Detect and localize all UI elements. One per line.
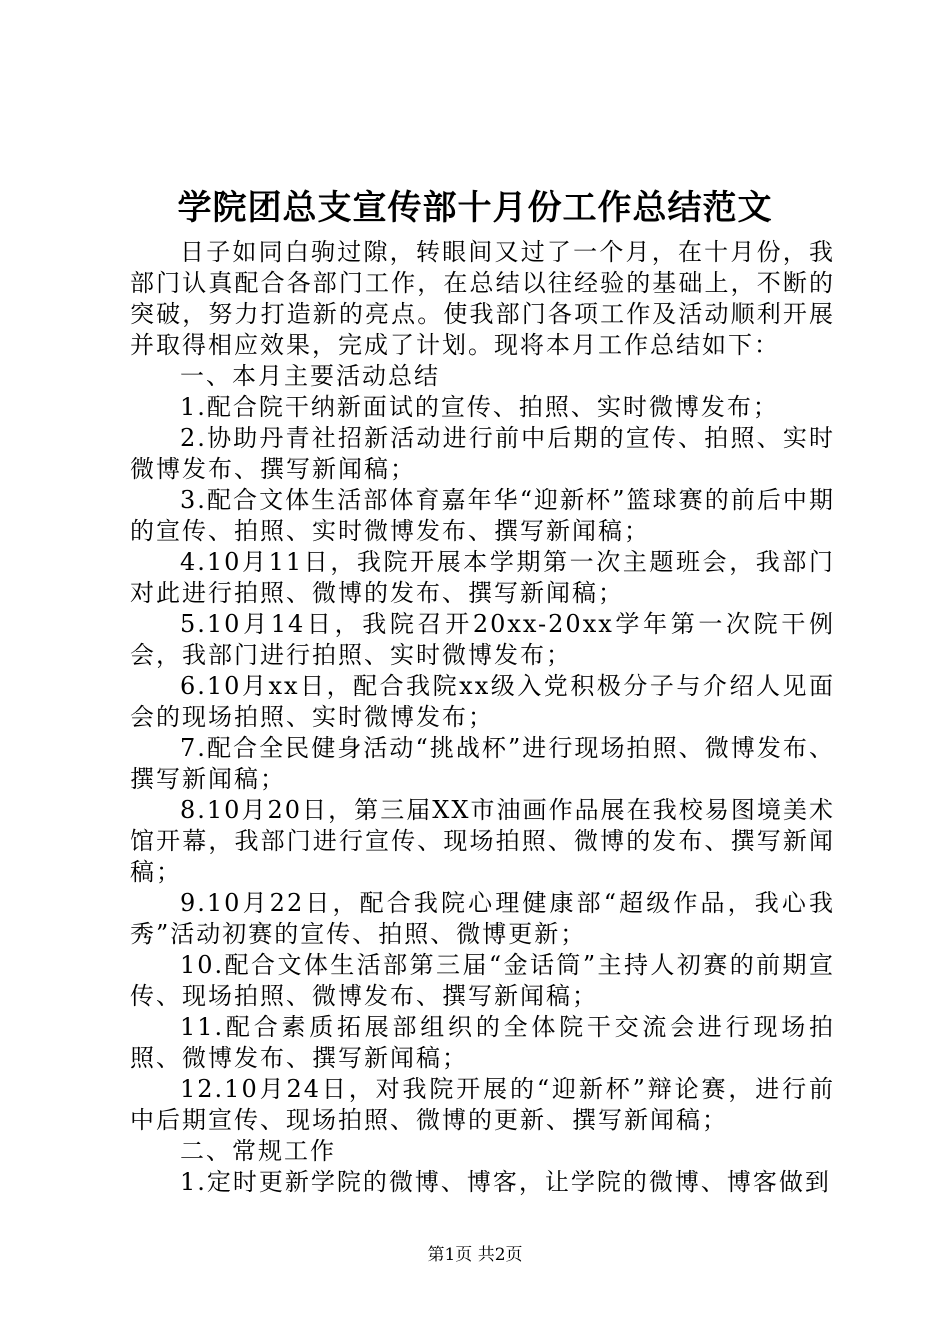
list-item: 11.配合素质拓展部组织的全体院干交流会进行现场拍照、微博发布、撰写新闻稿； (130, 1013, 835, 1072)
list-item: 1.定时更新学院的微博、博客，让学院的微博、博客做到 (180, 1168, 831, 1196)
body-paragraph: 日子如同白驹过隙，转眼间又过了一个月，在十月份，我部门认真配合各部门工作，在总结以往经验的基础上，不断的突破，努力打造新的亮点。使我部门各项工作及活动顺利开展并取得相应效果，完成了计划。现将本月工作总结如下： (130, 238, 835, 359)
list-item: 7.配合全民健身活动“挑战杯”进行现场拍照、微博发布、撰写新闻稿； (130, 734, 835, 793)
list-item: 6.10月xx日，配合我院xx级入党积极分子与介绍人见面会的现场拍照、实时微博发布； (130, 672, 835, 731)
document-body (130, 237, 835, 1198)
list-item: 3.配合文体生活部体育嘉年华“迎新杯”篮球赛的前后中期的宣传、拍照、实时微博发布、撰写新闻稿； (130, 486, 835, 545)
document-title: 学院团总支宣传部十月份工作总结范文 (177, 188, 773, 228)
list-item: 8.10月20日，第三届XX市油画作品展在我校易图境美术馆开幕，我部门进行宣传、现场拍照、微博的发布、撰写新闻稿； (130, 796, 835, 886)
list-item: 4.10月11日，我院开展本学期第一次主题班会，我部门对此进行拍照、微博的发布、撰写新闻稿； (130, 548, 835, 607)
list-item: 9.10月22日，配合我院心理健康部“超级作品，我心我秀”活动初赛的宣传、拍照、微博更新； (130, 889, 835, 948)
list-item: 10.配合文体生活部第三届“金话筒”主持人初赛的前期宣传、现场拍照、微博发布、撰写新闻稿； (130, 951, 835, 1010)
list-item: 2.协助丹青社招新活动进行前中后期的宣传、拍照、实时微博发布、撰写新闻稿； (130, 424, 835, 483)
page-footer: 第1页 共2页 (427, 1245, 523, 1265)
list-item: 5.10月14日，我院召开20xx-20xx学年第一次院干例会，我部门进行拍照、实时微博发布； (130, 610, 835, 669)
list-item: 1.配合院干纳新面试的宣传、拍照、实时微博发布； (180, 393, 779, 421)
list-item: 12.10月24日，对我院开展的“迎新杯”辩论赛，进行前中后期宣传、现场拍照、微博的更新、撰写新闻稿； (130, 1075, 835, 1134)
section-heading: 一、本月主要活动总结 (180, 362, 440, 390)
section-heading: 二、常规工作 (180, 1137, 336, 1165)
